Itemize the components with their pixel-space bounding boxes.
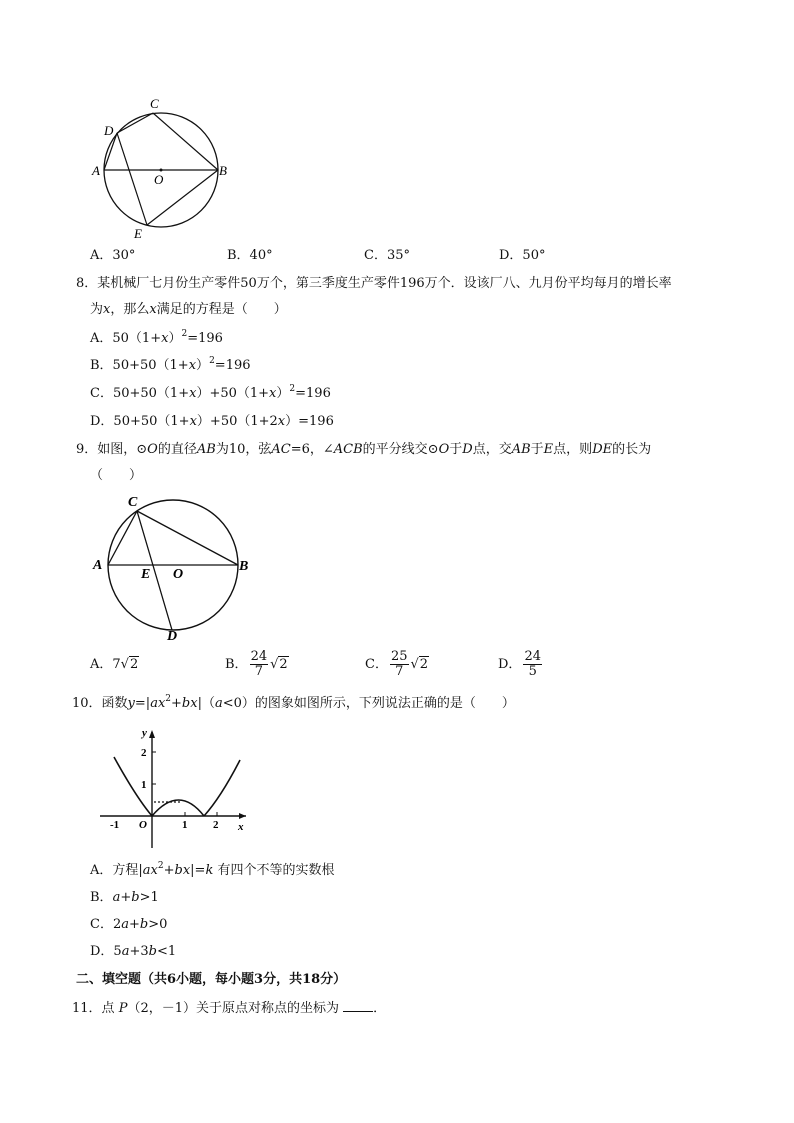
q9-option-a: A．7√2 [90,657,139,672]
q7-figure [86,92,236,242]
q10-option-d: D．5a+3b<1 [90,944,177,959]
q7-chord-da [104,133,117,170]
q9-option-d: D． $\frac{24}{5}$ [498,649,541,679]
q9-label-b: B [239,559,249,574]
q10-label-y: y [142,727,147,739]
q7-label-b: B [219,163,227,178]
q7-label-a: A [92,163,100,178]
q7-option-b: B．40° [227,248,273,263]
q10-option-a: A．方程$|ax^2+bx|=k$ 有四个不等的实数根 [90,861,335,878]
q7-label-o: O [154,172,164,187]
q8-stem-line2: 为x，那么x满足的方程是（ ） [90,302,287,317]
q10-y-arrow [149,730,155,738]
q10-label-x1: 1 [182,819,188,831]
q10-label-2: 2 [141,747,147,759]
q9-stem-line1: 9．如图，⊙O的直径AB为10，弦AC=6，∠ACB的平分线交⊙O于D点，交AB于E点，则DE的长为 [76,442,652,457]
q7-label-e: E [134,226,142,241]
q8-option-a: A．$50(1+x)^2=196$ [90,329,223,346]
q7-chord-cb [153,113,218,170]
q7-option-c: C．35° [364,248,410,263]
q9-label-d: D [167,629,178,644]
q10-stem: 10．函数$y=|ax^2+bx|(a<0)$的图象如图所示，下列说法正确的是（ ） [72,694,515,711]
q10-label-x2: 2 [213,819,219,831]
q9-label-e: E [141,567,151,582]
q9-figure [88,490,258,645]
q10-curve-right [204,760,240,816]
q7-label-c: C [150,96,159,111]
q10-label-o: O [139,819,147,831]
q10-x-arrow [239,813,246,819]
q10-graph [96,722,252,850]
q9-option-c: C． $\frac{25}{7}$ √2 [365,649,429,679]
q10-option-c: C．2a+b>0 [90,917,168,932]
q9-label-c: C [128,495,138,510]
q11-answer-blank[interactable] [343,999,373,1012]
q8-option-c: C．$50+50(1+x)+50(1+x)^2=196$ [90,384,331,401]
q10-option-b: B．a+b>1 [90,890,159,905]
q9-chord-cb [137,511,238,565]
q7-option-d: D．50° [499,248,546,263]
q10-label-x: x [238,821,244,833]
q9-chord-ca [108,511,137,565]
q9-stem-line2: （ ） [90,468,143,483]
q7-chord-dc [117,113,153,133]
q8-option-d: D．50+50（1+x）+50（1+2x）=196 [90,414,334,429]
q7-label-d: D [104,123,114,138]
q9-label-o: O [173,567,184,582]
q8-option-b: B．$50+50(1+x)^2=196$ [90,356,251,373]
q7-option-a: A．30° [90,248,136,263]
q9-option-b: B． $\frac{24}{7}$ √2 [225,649,288,679]
q10-label-minus1: -1 [110,819,120,831]
q8-stem-line1: 8．某机械厂七月份生产零件50万个，第三季度生产零件196万个．设该厂八、九月份平均每月的增长率 [76,276,672,291]
q11-stem: 11．点 P（2，－1）关于原点对称点的坐标为 ． [72,1001,387,1016]
q9-label-a: A [93,558,103,573]
q10-label-1: 1 [141,779,147,791]
section-2-title: 二、填空题（共6小题，每小题3分，共18分） [76,972,347,987]
